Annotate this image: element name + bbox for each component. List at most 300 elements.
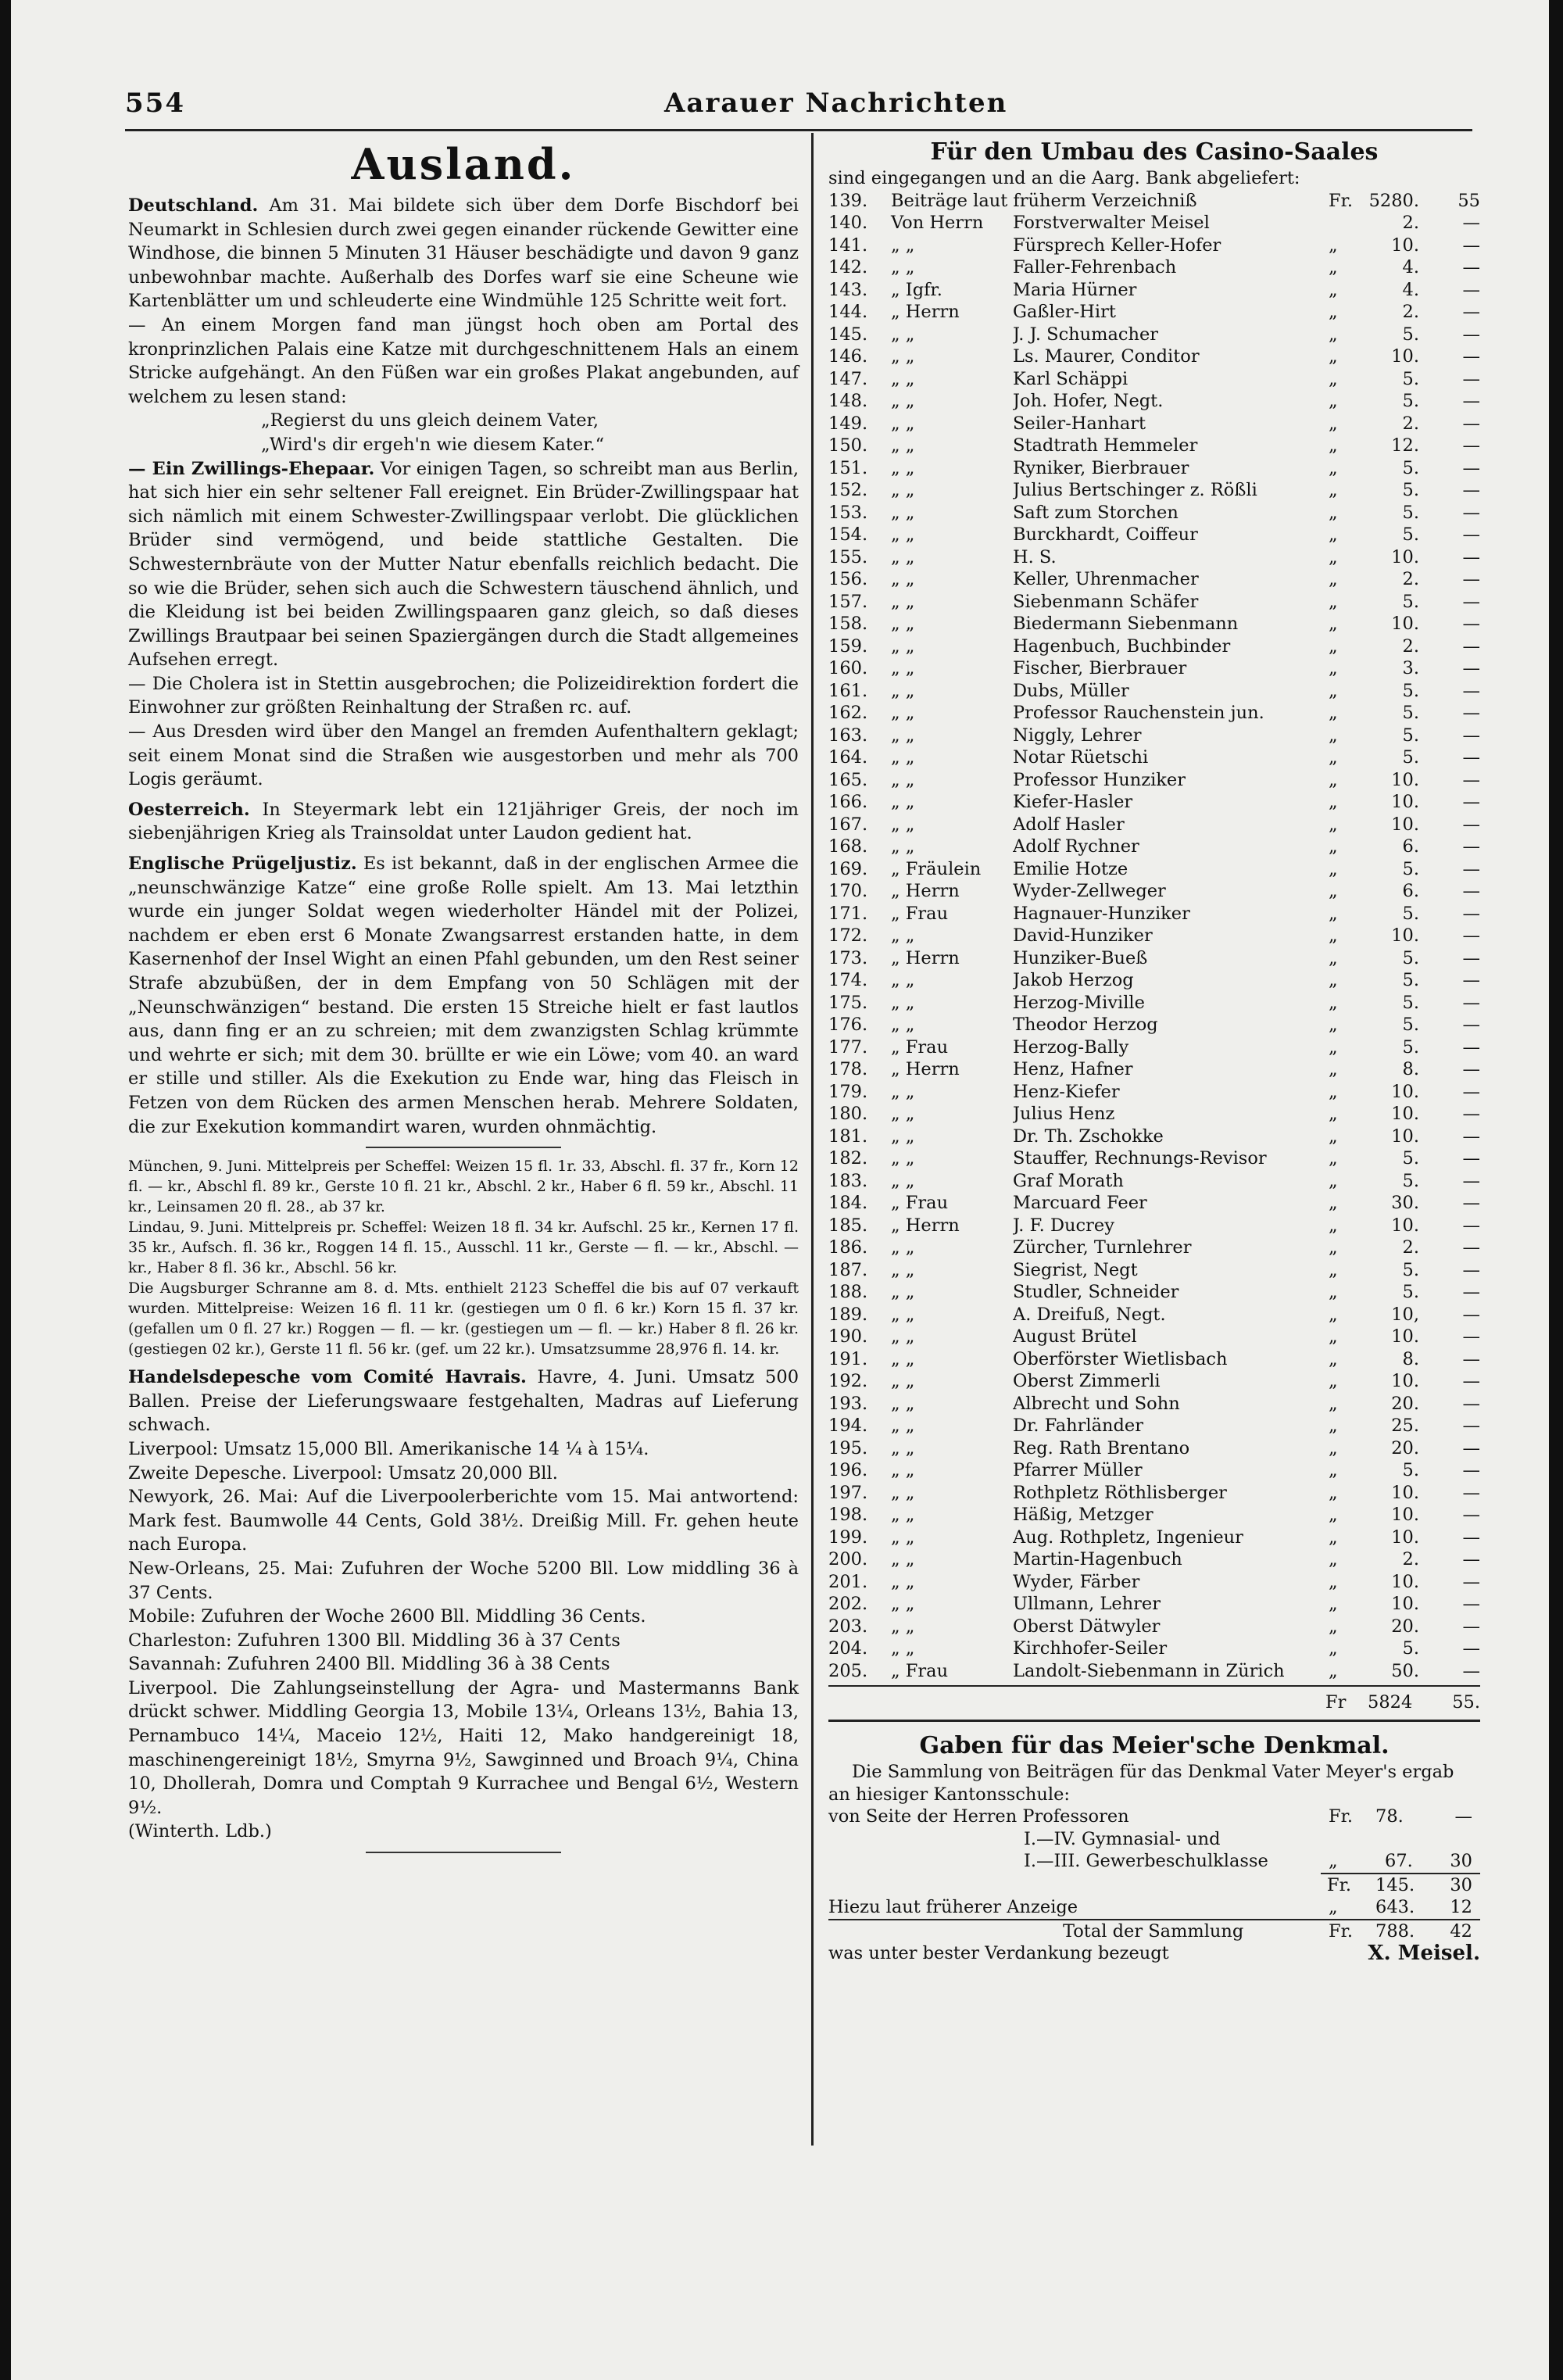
donation-amount: 5. [1402, 391, 1419, 411]
donation-number: 142. [828, 257, 868, 277]
donation-number: 162. [828, 703, 868, 723]
donation-row [828, 1571, 1480, 1594]
donation-prefix: „ „ [891, 1282, 915, 1302]
donor-name: Professor Rauchenstein jun. [1013, 703, 1264, 723]
trade-report: Liverpool: Umsatz 15,000 Bll. Amerikanische 14 ¼ à 15¼. [128, 1438, 649, 1459]
total-currency: Fr [1325, 1692, 1347, 1713]
donation-number: 195. [828, 1437, 868, 1458]
donation-row [828, 1526, 1480, 1549]
donor-name: Reg. Rath Brentano [1013, 1437, 1190, 1458]
donation-number: 191. [828, 1348, 868, 1369]
donation-currency: „ [1329, 457, 1338, 478]
signature: X. Meisel. [1368, 1942, 1480, 1965]
donation-amount: 6. [1402, 881, 1419, 901]
donation-amount: 2. [1402, 569, 1419, 589]
donor-name: Emilie Hotze [1013, 858, 1128, 879]
donation-prefix: „ „ [891, 346, 915, 367]
donation-amount: 10. [1391, 1526, 1419, 1548]
memorial-line [828, 1828, 1480, 1851]
donation-currency: „ [1329, 1148, 1338, 1169]
donation-prefix: „ „ [891, 524, 915, 545]
trade-keyword: Handelsdepesche vom Comité Havrais. [128, 1367, 527, 1388]
donor-name: Saft zum Storchen [1013, 502, 1179, 523]
donation-cents: — [1462, 1638, 1480, 1659]
donation-amount: 10. [1391, 1482, 1419, 1503]
donation-prefix: „ „ [891, 792, 915, 812]
donor-name: Stauffer, Rechnungs-Revisor [1013, 1148, 1267, 1169]
donation-number: 194. [828, 1415, 868, 1436]
donation-cents: — [1462, 1371, 1480, 1391]
donation-number: 179. [828, 1081, 868, 1102]
donation-row [828, 1304, 1480, 1326]
donation-currency: „ [1329, 1348, 1338, 1369]
memorial-amount: 145. [1375, 1874, 1415, 1895]
donation-amount: 5. [1402, 703, 1419, 723]
donation-row [828, 903, 1480, 925]
donation-cents: — [1462, 1415, 1480, 1436]
article-text: Am 31. Mai bildete sich über dem Dorfe Bischdorf bei Neumarkt in Schlesien durch zwei gegen einander rückende Gewitter eine Windhose, die binnen 5 Minuten 31 Häuser beschädigte und davon 9 ganz unbewohnbar machte. Außerhalb des Dorfes warf sie eine Scheune wie Kartenblätter um und schleuderte eine Windmühle 125 Schritte weit fort. [128, 195, 799, 312]
donation-number: 147. [828, 368, 868, 389]
donation-number: 201. [828, 1571, 868, 1592]
donation-cents: — [1462, 391, 1480, 411]
donor-name: Studler, Schneider [1013, 1282, 1179, 1302]
donation-prefix: „ „ [891, 725, 915, 746]
article-paragraph: — An einem Morgen fand man jüngst hoch oben am Portal des kronprinzlichen Palais eine Katze mit durchgeschnittenem Hals an einem Stricke aufgehängt. An den Füßen war ein großes Plakat angebunden, auf welchem zu lesen stand: [128, 314, 799, 407]
donation-amount: 5. [1402, 480, 1419, 500]
section-title: Ausland. [351, 139, 576, 189]
donation-amount: 20. [1391, 1437, 1419, 1458]
donation-row [828, 1103, 1480, 1126]
donation-number: 173. [828, 947, 868, 968]
donation-row [828, 256, 1480, 279]
donation-currency: „ [1329, 1660, 1338, 1681]
donation-cents: — [1462, 1036, 1480, 1058]
donation-cents: — [1462, 903, 1480, 924]
donation-number: 156. [828, 569, 868, 589]
donor-name: Karl Schäppi [1013, 368, 1128, 389]
donation-cents: — [1462, 769, 1480, 790]
donation-currency: „ [1329, 569, 1338, 589]
donation-row [828, 1637, 1480, 1660]
trade-report: Liverpool. Die Zahlungseinstellung der Agra- und Mastermanns Bank drückt schwer. Middling Georgia 13, Mobile 13¼, Orleans 13½, Bahia 13, Pernambuco 14¼, Maceio 12½, Haiti 12, Mako handgereinigt 18, maschinengereinigt 18½, Smyrna 9½, Sawginned und Broach 9¼, China 10, Dhollerah, Domra und Comptah 9 Kurrachee und Bengal 6½, Western 9½. [128, 1677, 799, 1818]
donation-row [828, 1215, 1480, 1237]
donation-row [828, 1548, 1480, 1571]
donor-name: Fürsprech Keller-Hofer [1013, 234, 1221, 256]
donation-cents: — [1462, 1526, 1480, 1548]
memorial-cents: 30 [1450, 1874, 1472, 1895]
donation-cents: — [1462, 792, 1480, 812]
article-paragraph: — Die Cholera ist in Stettin ausgebrochen; die Polizeidirektion fordert die Einwohner zur größten Reinhaltung der Straßen rc. auf. [128, 673, 799, 718]
donation-row [828, 413, 1480, 435]
donor-name: Kiefer-Hasler [1013, 792, 1133, 812]
donation-currency: „ [1329, 947, 1338, 968]
donation-cents: — [1462, 858, 1480, 879]
donation-amount: 25. [1391, 1415, 1419, 1436]
donation-row [828, 301, 1480, 324]
donation-row [828, 992, 1480, 1015]
donation-number: 176. [828, 1015, 868, 1035]
donation-cents: — [1462, 1437, 1480, 1458]
donation-number: 157. [828, 591, 868, 612]
donor-name: Wyder, Färber [1013, 1571, 1140, 1592]
donor-name: H. S. [1013, 546, 1057, 567]
donation-cents: — [1462, 1059, 1480, 1079]
donation-prefix: „ „ [891, 1482, 915, 1503]
donation-currency: „ [1329, 680, 1338, 701]
donation-number: 183. [828, 1170, 868, 1191]
verse-line: „Wird's dir ergeh'n wie diesem Kater.“ [261, 434, 605, 455]
donation-cents: — [1462, 279, 1480, 300]
donation-prefix: „ „ [891, 635, 915, 657]
memorial-line [1321, 1873, 1480, 1897]
donation-cents: — [1462, 725, 1480, 746]
donation-row [828, 1616, 1480, 1638]
donation-amount: 5. [1402, 524, 1419, 545]
memorial-currency: „ [1329, 1897, 1338, 1917]
article-paragraph [128, 852, 799, 1139]
donation-amount: 5. [1402, 970, 1419, 990]
donation-amount: 5. [1402, 502, 1419, 523]
donation-amount: 3. [1402, 658, 1419, 678]
donation-cents: — [1462, 324, 1480, 345]
donation-number: 150. [828, 435, 868, 456]
donation-currency: „ [1329, 591, 1338, 612]
donation-number: 155. [828, 546, 868, 567]
donation-row [828, 190, 1480, 213]
donation-cents: — [1462, 1616, 1480, 1637]
donation-row [828, 1370, 1480, 1393]
donation-amount: 20. [1391, 1393, 1419, 1414]
donation-cents: — [1462, 546, 1480, 567]
donor-name: Julius Henz [1013, 1104, 1115, 1124]
donation-row [828, 791, 1480, 814]
donation-cents: — [1462, 1170, 1480, 1191]
donation-row [828, 546, 1480, 569]
donation-amount: 10. [1391, 1126, 1419, 1147]
memorial-currency: „ [1329, 1851, 1338, 1871]
donor-name: Martin-Hagenbuch [1013, 1549, 1182, 1569]
donation-amount: 5. [1402, 1036, 1419, 1058]
donation-amount: 5. [1402, 858, 1419, 879]
donor-name: Keller, Uhrenmacher [1013, 569, 1199, 589]
donation-prefix: „ „ [891, 1437, 915, 1458]
donation-prefix: „ „ [891, 502, 915, 523]
memorial-currency: Fr. [1327, 1874, 1352, 1895]
donation-currency: „ [1329, 1638, 1338, 1659]
donation-amount: 5. [1402, 1015, 1419, 1035]
donation-row [828, 591, 1480, 614]
donation-cents: — [1462, 1393, 1480, 1414]
donation-prefix: „ „ [891, 925, 915, 946]
donation-cents: — [1462, 1482, 1480, 1503]
donation-prefix: „ „ [891, 747, 915, 768]
donation-currency: „ [1329, 391, 1338, 411]
donor-name: Jakob Herzog [1013, 970, 1134, 990]
donation-row [828, 1326, 1480, 1348]
donation-cents: — [1462, 970, 1480, 990]
donor-name: Aug. Rothpletz, Ingenieur [1013, 1526, 1243, 1548]
donor-name: Zürcher, Turnlehrer [1013, 1237, 1192, 1258]
donation-row [828, 1437, 1480, 1460]
donation-prefix: „ Frau [891, 903, 949, 924]
donation-prefix: „ Herrn [891, 1059, 960, 1079]
donation-number: 145. [828, 324, 868, 345]
donation-number: 161. [828, 680, 868, 701]
donation-prefix: „ „ [891, 391, 915, 411]
donation-currency: „ [1329, 1371, 1338, 1391]
donation-currency: „ [1329, 1594, 1338, 1614]
donation-prefix: „ „ [891, 1549, 915, 1569]
donation-amount: 5. [1402, 947, 1419, 968]
memorial-line [828, 1896, 1480, 1919]
donation-number: 163. [828, 725, 868, 746]
donation-cents: — [1462, 1193, 1480, 1213]
donation-currency: „ [1329, 903, 1338, 924]
donation-amount: 5. [1402, 1282, 1419, 1302]
donor-name: Biedermann Siebenmann [1013, 614, 1239, 634]
memorial-title: Gaben für das Meier'sche Denkmal. [919, 1732, 1390, 1759]
donation-row [828, 947, 1480, 970]
separator-rule [366, 1147, 561, 1148]
donation-number: 177. [828, 1036, 868, 1058]
donation-currency: „ [1329, 1393, 1338, 1414]
donation-currency: „ [1329, 257, 1338, 277]
donation-prefix: „ „ [891, 769, 915, 790]
donation-number: 154. [828, 524, 868, 545]
donation-currency: „ [1329, 769, 1338, 790]
donation-row [828, 1014, 1480, 1036]
article-text: Vor einigen Tagen, so schreibt man aus Berlin, hat sich hier ein sehr seltener Fall ereignet. Ein Brüder-Zwillingspaar hat sich nämlich mit einem Schwester-Zwillingspaar verlobt. Die glücklichen Brüder sind vermögend, und beide stattliche Gestalten. Die Schwesternbräute von der Mutter Natur ebenfalls reichlich bedacht. Die so wie die Brüder, sehen sich auch die Schwestern täuschend ähnlich, und die Kleidung ist bei beiden Zwillingspaaren ganz gleich, so daß dieses Zwillings Brautpaar bei seinen Spaziergängen durch die Stadt allgemeines Aufsehen erregt. [128, 458, 799, 671]
donor-name: Dubs, Müller [1013, 680, 1129, 701]
donor-name: Dr. Th. Zschokke [1013, 1126, 1164, 1147]
donation-prefix: „ „ [891, 836, 915, 857]
donation-amount: 2. [1402, 635, 1419, 657]
donation-amount: 5. [1402, 591, 1419, 612]
donation-row [828, 1348, 1480, 1371]
donation-amount: 2. [1402, 302, 1419, 322]
donation-prefix: „ „ [891, 480, 915, 500]
donation-currency: „ [1329, 1326, 1338, 1347]
donation-number: 169. [828, 858, 868, 879]
donation-number: 192. [828, 1371, 868, 1391]
donation-prefix: „ „ [891, 970, 915, 990]
memorial-line [828, 1919, 1480, 1943]
donation-cents: — [1462, 614, 1480, 634]
donation-prefix: „ Igfr. [891, 279, 942, 300]
donation-row [828, 435, 1480, 457]
donation-cents: — [1462, 1304, 1480, 1325]
donation-currency: „ [1329, 1526, 1338, 1548]
donation-amount: 10. [1391, 814, 1419, 835]
donation-cents: — [1462, 213, 1480, 233]
donor-name: Fischer, Bierbrauer [1013, 658, 1187, 678]
donation-row [828, 1147, 1480, 1170]
donation-amount: 10. [1391, 769, 1419, 790]
donation-prefix: „ „ [891, 1148, 915, 1169]
donor-name: Marcuard Feer [1013, 1193, 1147, 1213]
donor-name: Wyder-Zellweger [1013, 881, 1166, 901]
separator-rule [366, 1852, 561, 1853]
donor-name: Notar Rüetschi [1013, 747, 1149, 768]
donation-row [828, 1237, 1480, 1259]
column-divider [811, 133, 814, 2146]
donation-amount: 20. [1391, 1616, 1419, 1637]
donation-number: 203. [828, 1616, 868, 1637]
donation-prefix: „ „ [891, 1348, 915, 1369]
donation-currency: „ [1329, 1259, 1338, 1280]
donor-name: Oberst Dätwyler [1013, 1616, 1161, 1637]
donation-amount: 2. [1402, 413, 1419, 434]
donation-prefix: „ „ [891, 658, 915, 678]
donation-currency: „ [1329, 302, 1338, 322]
donation-cents: — [1462, 569, 1480, 589]
donation-amount: 5. [1402, 1460, 1419, 1480]
donation-cents: — [1462, 457, 1480, 478]
donation-prefix: „ „ [891, 992, 915, 1013]
donation-number: 153. [828, 502, 868, 523]
donation-number: 185. [828, 1215, 868, 1236]
memorial-cents: 12 [1450, 1897, 1472, 1917]
donation-row [828, 769, 1480, 792]
donation-cents: — [1462, 480, 1480, 500]
donation-prefix: „ „ [891, 1015, 915, 1035]
donation-prefix: „ „ [891, 1594, 915, 1614]
header-rule [125, 129, 1472, 131]
article-paragraph [128, 457, 799, 672]
donation-cents: — [1462, 1104, 1480, 1124]
donation-cents: — [1462, 1571, 1480, 1592]
donation-currency: „ [1329, 324, 1338, 345]
memorial-amount: 788. [1375, 1920, 1415, 1942]
donation-row [828, 725, 1480, 747]
donation-row [828, 279, 1480, 302]
memorial-amount: 67. [1385, 1851, 1413, 1871]
donation-number: 140. [828, 213, 868, 233]
memorial-currency: Fr. [1329, 1806, 1354, 1827]
donation-currency: „ [1329, 1104, 1338, 1124]
donor-name: Julius Bertschinger z. Rößli [1013, 480, 1257, 500]
donation-number: 170. [828, 881, 868, 901]
donation-row [828, 368, 1480, 391]
donation-prefix: „ „ [891, 1326, 915, 1347]
donation-cents: — [1462, 1148, 1480, 1169]
donation-prefix: „ „ [891, 1505, 915, 1525]
donation-amount: 10. [1391, 792, 1419, 812]
market-report: Die Augsburger Schranne am 8. d. Mts. enthielt 2123 Scheffel die bis auf 07 verkauft wurden. Mittelpreise: Weizen 16 fl. 11 kr. (gestiegen um 0 fl. 6 kr.) Korn 15 fl. 37 kr. (gefallen um 0 fl. 27 kr.) Roggen — fl. — kr. (gestiegen um — fl. — kr.) Haber 8 fl. 26 kr. (gestiegen 02 kr.), Gerste 11 fl. 56 kr. (gef. um 22 kr.). Umsatzsumme 28,976 fl. 14. kr. [128, 1279, 799, 1358]
donation-prefix: „ „ [891, 1126, 915, 1147]
donation-amount: 10. [1391, 925, 1419, 946]
donation-amount: 10. [1391, 1571, 1419, 1592]
trade-text: Havre, 4. Juni. Umsatz 500 Ballen. Preise der Lieferungswaare festgehalten, Madras auf Lieferung schwach. [128, 1367, 799, 1436]
donation-cents: — [1462, 368, 1480, 389]
donor-name: Kirchhofer-Seiler [1013, 1638, 1168, 1659]
donation-row [828, 969, 1480, 992]
donation-cents: — [1462, 680, 1480, 701]
donor-name: Professor Hunziker [1013, 769, 1186, 790]
donor-name: Maria Hürner [1013, 279, 1137, 300]
article-paragraph [128, 798, 799, 846]
donation-prefix: „ „ [891, 1259, 915, 1280]
donor-name: Siegrist, Negt [1013, 1259, 1138, 1280]
donation-prefix: „ „ [891, 1393, 915, 1414]
page-number: 554 [125, 88, 185, 119]
donation-cents: 55 [1457, 190, 1480, 211]
donation-amount: 12. [1391, 435, 1419, 456]
right-column [828, 138, 1480, 1965]
donation-currency: „ [1329, 858, 1338, 879]
donation-row [828, 502, 1480, 524]
donation-number: 181. [828, 1126, 868, 1147]
newspaper-title: Aarauer Nachrichten [664, 88, 1008, 119]
donor-name: Joh. Hofer, Negt. [1013, 391, 1164, 411]
donation-number: 197. [828, 1482, 868, 1503]
donor-name: Herzog-Bally [1013, 1036, 1129, 1058]
donation-prefix: „ „ [891, 1371, 915, 1391]
memorial-line [828, 1942, 1480, 1965]
donation-amount: 10. [1391, 1215, 1419, 1236]
donation-currency: „ [1329, 658, 1338, 678]
donation-row [828, 234, 1480, 257]
donation-number: 168. [828, 836, 868, 857]
donation-currency: „ [1329, 1616, 1338, 1637]
donation-currency: „ [1329, 1215, 1338, 1236]
donation-currency: „ [1329, 970, 1338, 990]
donor-name: Rothpletz Röthlisberger [1013, 1482, 1227, 1503]
donation-amount: 5. [1402, 992, 1419, 1013]
donation-row [828, 836, 1480, 858]
donation-cents: — [1462, 524, 1480, 545]
donation-cents: — [1462, 257, 1480, 277]
donation-amount: 8. [1402, 1348, 1419, 1369]
donation-number: 166. [828, 792, 868, 812]
donation-cents: — [1462, 1126, 1480, 1147]
article-keyword: Oesterreich. [128, 799, 250, 820]
donor-name: Henz, Hafner [1013, 1059, 1133, 1079]
trade-report: New-Orleans, 25. Mai: Zufuhren der Woche 5200 Bll. Low middling 36 à 37 Cents. [128, 1558, 799, 1603]
donation-number: 159. [828, 635, 868, 657]
donation-prefix: „ Frau [891, 1660, 949, 1681]
donation-amount: 30. [1391, 1193, 1419, 1213]
donor-name: Gaßler-Hirt [1013, 302, 1116, 322]
article-paragraph [128, 194, 799, 313]
donation-currency: „ [1329, 1437, 1338, 1458]
donation-amount: 2. [1402, 1237, 1419, 1258]
newspaper-page [11, 0, 1549, 2380]
donor-name: Landolt-Siebenmann in Zürich [1013, 1660, 1285, 1681]
donation-cents: — [1462, 435, 1480, 456]
donation-prefix: „ „ [891, 591, 915, 612]
article-text: Es ist bekannt, daß in der englischen Armee die „neunschwänzige Katze“ eine große Rolle spielt. Am 13. Mai letzthin wurde ein junger Soldat wegen wiederholter Händel mit der Polizei, nachdem er eben erst 6 Monate Zwangsarrest erstanden hatte, in dem Kasernenhof der Insel Wight an einen Pfahl gebunden, um den Rest seiner Strafe abzubüßen, der in dem Empfang von 50 Schlägen mit der „Neunschwänzigen“ bestand. Die ersten 15 Streiche hielt er fast lautlos aus, dann fing er an zu schreien; mit dem zwanzigsten Schlag krümmte und wehrte er sich; mit dem 30. brüllte er wie ein Löwe; vom 40. an ward er stille und stiller. Als die Exekution zu Ende war, hing das Fleisch in Fetzen von dem Rücken des armen Menschen herab. Mehrere Soldaten, die zur Exekution kommandirt waren, wurden ohnmächtig. [128, 854, 799, 1137]
donor-name: Dr. Fahrländer [1013, 1415, 1143, 1436]
left-column [128, 138, 799, 1861]
donation-row [828, 635, 1480, 658]
donation-cents: — [1462, 1215, 1480, 1236]
donation-prefix: „ „ [891, 1415, 915, 1436]
donation-number: 190. [828, 1326, 868, 1347]
donation-amount: 5. [1402, 1259, 1419, 1280]
donation-currency: „ [1329, 614, 1338, 634]
donation-row [828, 1393, 1480, 1415]
donation-cents: — [1462, 234, 1480, 256]
donation-number: 175. [828, 992, 868, 1013]
donation-number: 143. [828, 279, 868, 300]
donation-row [828, 324, 1480, 346]
donor-name: August Brütel [1013, 1326, 1137, 1347]
donation-cents: — [1462, 947, 1480, 968]
donation-cents: — [1462, 1259, 1480, 1280]
donation-cents: — [1462, 992, 1480, 1013]
memorial-currency: Fr. [1329, 1920, 1354, 1942]
